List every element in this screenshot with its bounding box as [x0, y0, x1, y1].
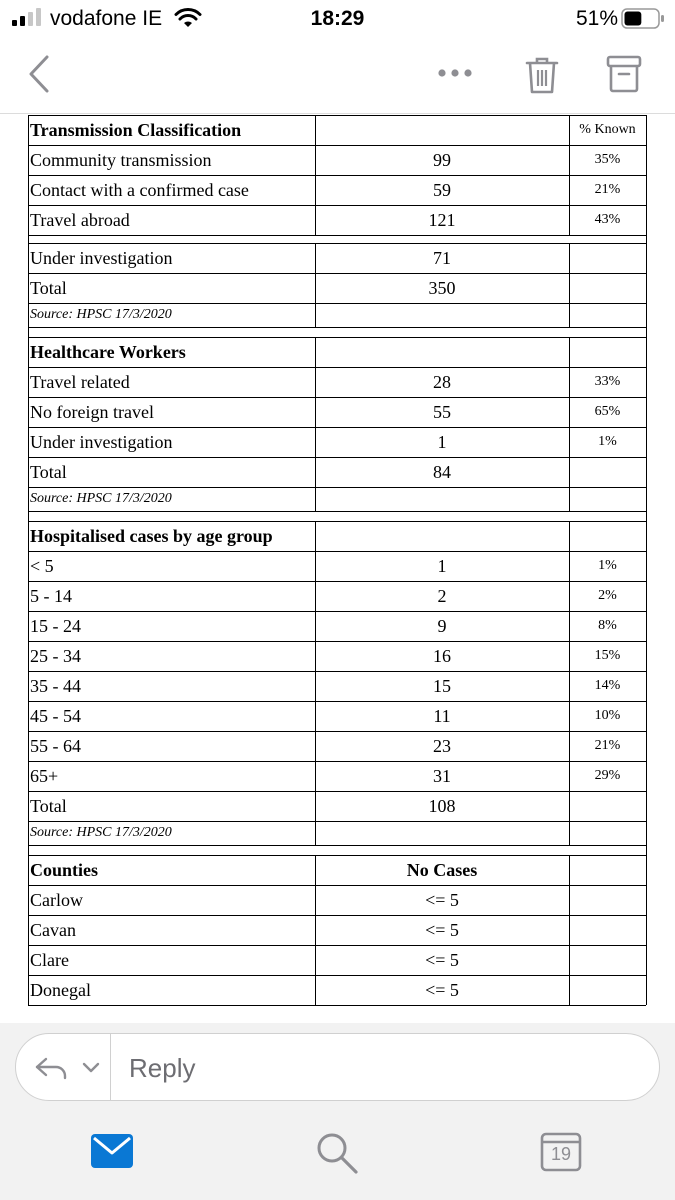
row-percent [569, 521, 646, 551]
table-rule [28, 791, 646, 792]
table-column-rule [569, 205, 570, 235]
source-note [28, 821, 646, 845]
table-column-rule [569, 427, 570, 457]
row-label: 35 - 44 [30, 676, 81, 696]
row-percent: 15% [594, 648, 621, 663]
table-column-rule [28, 303, 29, 327]
row-percent: 10% [594, 708, 621, 723]
table-rule [28, 457, 646, 458]
table-column-rule [569, 581, 570, 611]
section-header-hospitalised [28, 521, 646, 551]
table-column-rule [646, 327, 647, 337]
table-column-rule [646, 243, 647, 273]
row-value: 16 [433, 646, 451, 666]
row-value: 55 [433, 402, 451, 422]
battery-icon [621, 8, 665, 29]
table-column-rule [28, 581, 29, 611]
table-column-rule [646, 945, 647, 975]
table-column-rule [28, 521, 29, 551]
table-column-rule [646, 337, 647, 367]
row-label: Travel abroad [30, 210, 130, 230]
table-column-rule [28, 427, 29, 457]
table-column-rule [646, 273, 647, 303]
table-column-rule [315, 303, 316, 327]
table-column-rule [569, 791, 570, 821]
row-percent: 14% [594, 678, 621, 693]
table-column-rule [646, 731, 647, 761]
row-value: 59 [433, 180, 451, 200]
table-column-rule [569, 487, 570, 511]
table-column-rule [28, 671, 29, 701]
table-column-rule [646, 855, 647, 885]
chevron-down-icon[interactable] [82, 1062, 100, 1074]
table-row [28, 427, 646, 457]
row-percent [569, 945, 646, 975]
reply-divider [110, 1034, 111, 1100]
table-column-rule [315, 671, 316, 701]
table-rule [28, 427, 646, 428]
table-column-rule [646, 511, 647, 521]
row-value: 2 [437, 586, 447, 606]
table-rule [28, 551, 646, 552]
row-percent [569, 487, 646, 517]
row-label: Source: HPSC 17/3/2020 [30, 307, 172, 322]
table-row [28, 641, 646, 671]
table-column-rule [28, 731, 29, 761]
table-rule [28, 235, 646, 236]
section-header-counties [28, 855, 646, 885]
row-percent [569, 975, 646, 1005]
table-column-rule [646, 235, 647, 243]
trash-icon[interactable] [524, 55, 560, 95]
row-value [315, 115, 569, 145]
table-column-rule [569, 701, 570, 731]
row-percent [569, 273, 646, 303]
table-rule [28, 975, 646, 976]
row-value [315, 521, 569, 551]
table-rule [28, 731, 646, 732]
table-rule [28, 521, 646, 522]
row-value: <= 5 [425, 920, 459, 940]
table-column-rule [569, 145, 570, 175]
table-column-rule [315, 885, 316, 915]
table-column-rule [28, 273, 29, 303]
row-value [315, 337, 569, 367]
row-label: < 5 [30, 556, 54, 576]
table-rule [28, 581, 646, 582]
archive-icon[interactable] [606, 55, 642, 93]
source-note [28, 487, 646, 511]
table-row [28, 791, 646, 821]
table-rule [28, 821, 646, 822]
row-percent: 21% [594, 182, 621, 197]
table-column-rule [646, 885, 647, 915]
table-column-rule [646, 397, 647, 427]
table-column-rule [315, 641, 316, 671]
table-rule [28, 175, 646, 176]
row-percent [569, 243, 646, 273]
email-toolbar [0, 40, 675, 114]
row-label: 45 - 54 [30, 706, 81, 726]
table-column-rule [315, 731, 316, 761]
table-rule [28, 845, 646, 846]
row-percent [569, 337, 646, 367]
table-row [28, 885, 646, 915]
table-column-rule [28, 511, 29, 521]
battery-percent: 51% [576, 7, 619, 30]
row-value: 15 [433, 676, 451, 696]
table-column-rule [315, 855, 316, 885]
table-column-rule [28, 397, 29, 427]
table-row [28, 273, 646, 303]
table-row [28, 205, 646, 235]
table-rule [28, 243, 646, 244]
search-icon[interactable] [315, 1131, 359, 1175]
table-column-rule [646, 791, 647, 821]
row-percent: 35% [594, 152, 621, 167]
table-column-rule [28, 457, 29, 487]
table-column-rule [315, 337, 316, 367]
row-label: No foreign travel [30, 402, 154, 422]
ellipsis-icon[interactable] [437, 68, 473, 78]
table-column-rule [315, 761, 316, 791]
table-column-rule [569, 731, 570, 761]
table-rule [28, 487, 646, 488]
table-column-rule [28, 145, 29, 175]
table-column-rule [315, 457, 316, 487]
table-column-rule [569, 337, 570, 367]
row-percent [569, 457, 646, 487]
table-column-rule [569, 273, 570, 303]
row-value [315, 487, 569, 517]
table-rule [28, 115, 646, 116]
table-column-rule [28, 551, 29, 581]
table-column-rule [646, 581, 647, 611]
table-column-rule [315, 175, 316, 205]
row-percent: 1% [598, 434, 617, 449]
table-column-rule [28, 845, 29, 855]
row-percent: 43% [594, 212, 621, 227]
table-row [28, 145, 646, 175]
table-column-rule [315, 521, 316, 551]
table-column-rule [646, 427, 647, 457]
row-value [315, 303, 569, 333]
table-row [28, 731, 646, 761]
table-column-rule [569, 611, 570, 641]
table-column-rule [28, 175, 29, 205]
reply-label[interactable]: Reply [129, 1053, 196, 1083]
table-column-rule [28, 855, 29, 885]
table-column-rule [646, 761, 647, 791]
table-column-rule [646, 551, 647, 581]
table-rule [28, 915, 646, 916]
table-rule [28, 205, 646, 206]
table-column-rule [315, 205, 316, 235]
row-percent: 33% [594, 374, 621, 389]
row-percent: 1% [598, 558, 617, 573]
table-rule [28, 327, 646, 328]
row-percent [569, 821, 646, 851]
table-column-rule [646, 641, 647, 671]
calendar-day-number: 19 [550, 1144, 572, 1164]
table-column-rule [315, 145, 316, 175]
table-column-rule [28, 701, 29, 731]
row-label: Transmission Classification [30, 120, 242, 140]
status-bar [0, 0, 675, 40]
row-percent: % Known [579, 122, 636, 137]
table-rule [28, 671, 646, 672]
chevron-left-icon[interactable] [26, 54, 52, 94]
table-column-rule [315, 115, 316, 145]
row-label: Cavan [30, 920, 76, 940]
row-percent [569, 915, 646, 945]
table-column-rule [28, 487, 29, 511]
table-row [28, 581, 646, 611]
table-rule [28, 273, 646, 274]
table-column-rule [28, 945, 29, 975]
carrier-name: vodafone IE [50, 7, 163, 30]
table-column-rule [569, 175, 570, 205]
row-label: 55 - 64 [30, 736, 81, 756]
table-rule [28, 761, 646, 762]
row-label: Travel related [30, 372, 130, 392]
table-column-rule [646, 115, 647, 145]
table-column-rule [315, 427, 316, 457]
table-rule [28, 701, 646, 702]
table-column-rule [569, 457, 570, 487]
table-column-rule [569, 115, 570, 145]
table-column-rule [315, 487, 316, 511]
table-row [28, 243, 646, 273]
row-percent [569, 791, 646, 821]
row-value: 1 [437, 556, 447, 576]
table-column-rule [569, 397, 570, 427]
row-value: <= 5 [425, 890, 459, 910]
email-body-document [0, 115, 675, 1023]
table-column-rule [646, 821, 647, 845]
row-percent: 29% [594, 768, 621, 783]
table-column-rule [28, 885, 29, 915]
row-label: Total [30, 796, 67, 816]
table-row [28, 175, 646, 205]
table-column-rule [646, 521, 647, 551]
clock-time: 18:29 [310, 7, 365, 30]
row-label: Total [30, 278, 67, 298]
table-rule [28, 641, 646, 642]
table-rule [28, 303, 646, 304]
table-rule [28, 397, 646, 398]
row-value: 71 [433, 248, 451, 268]
table-column-rule [569, 855, 570, 885]
table-column-rule [315, 397, 316, 427]
reply-bar[interactable] [15, 1033, 660, 1101]
table-column-rule [315, 581, 316, 611]
table-column-rule [569, 641, 570, 671]
table-column-rule [569, 367, 570, 397]
reply-area [0, 1023, 675, 1113]
table-column-rule [315, 975, 316, 1005]
row-value: 1 [437, 432, 447, 452]
table-column-rule [569, 915, 570, 945]
table-rule [28, 885, 646, 886]
row-percent [569, 885, 646, 915]
table-column-rule [28, 235, 29, 243]
table-column-rule [28, 367, 29, 397]
table-rule [28, 945, 646, 946]
table-row [28, 551, 646, 581]
table-rule [28, 511, 646, 512]
table-column-rule [646, 611, 647, 641]
table-column-rule [28, 115, 29, 145]
table-column-rule [569, 551, 570, 581]
table-column-rule [569, 885, 570, 915]
row-value: 99 [433, 150, 451, 170]
table-column-rule [28, 821, 29, 845]
row-percent: 2% [598, 588, 617, 603]
table-column-rule [315, 821, 316, 845]
table-column-rule [315, 551, 316, 581]
row-label: 5 - 14 [30, 586, 72, 606]
row-label: Under investigation [30, 248, 173, 268]
table-column-rule [28, 915, 29, 945]
table-column-rule [646, 487, 647, 511]
row-value: 84 [433, 462, 451, 482]
table-column-rule [646, 303, 647, 327]
table-row [28, 367, 646, 397]
table-column-rule [315, 273, 316, 303]
row-label: Clare [30, 950, 69, 970]
table-column-rule [646, 975, 647, 1005]
table-column-rule [315, 367, 316, 397]
row-value: 28 [433, 372, 451, 392]
table-rule [28, 611, 646, 612]
table-column-rule [28, 975, 29, 1005]
row-percent [569, 303, 646, 333]
section-header-healthcare [28, 337, 646, 367]
row-label: Counties [30, 860, 99, 880]
table-column-rule [646, 457, 647, 487]
row-value: 108 [428, 796, 456, 816]
row-label: Carlow [30, 890, 83, 910]
covid-stats-table [28, 115, 646, 1000]
table-column-rule [315, 945, 316, 975]
table-rule [28, 337, 646, 338]
source-note [28, 303, 646, 327]
table-column-rule [315, 791, 316, 821]
row-label: 25 - 34 [30, 646, 81, 666]
row-percent: 21% [594, 738, 621, 753]
row-label: Contact with a confirmed case [30, 180, 249, 200]
calendar-icon[interactable] [540, 1130, 582, 1172]
table-row [28, 457, 646, 487]
row-label: 65+ [30, 766, 59, 786]
table-column-rule [646, 915, 647, 945]
table-row [28, 701, 646, 731]
row-label: Community transmission [30, 150, 212, 170]
table-column-rule [28, 243, 29, 273]
bottom-tab-bar [0, 1113, 675, 1200]
table-rule [28, 1005, 646, 1006]
table-row [28, 761, 646, 791]
row-value: <= 5 [425, 980, 459, 1000]
table-column-rule [28, 205, 29, 235]
table-row [28, 945, 646, 975]
row-label: 15 - 24 [30, 616, 81, 636]
row-percent [569, 855, 646, 885]
table-column-rule [315, 243, 316, 273]
row-value: <= 5 [425, 950, 459, 970]
table-rule [28, 855, 646, 856]
row-label: Donegal [30, 980, 91, 1000]
row-label: Source: HPSC 17/3/2020 [30, 825, 172, 840]
row-value: 121 [428, 210, 456, 230]
row-value: No Cases [406, 860, 478, 880]
table-column-rule [315, 701, 316, 731]
table-row [28, 915, 646, 945]
table-column-rule [28, 791, 29, 821]
table-column-rule [569, 303, 570, 327]
table-column-rule [646, 671, 647, 701]
table-column-rule [28, 327, 29, 337]
row-value: 350 [428, 278, 456, 298]
table-column-rule [646, 205, 647, 235]
row-label: Healthcare Workers [30, 342, 186, 362]
table-column-rule [569, 945, 570, 975]
table-column-rule [646, 845, 647, 855]
table-column-rule [569, 761, 570, 791]
mail-icon[interactable] [91, 1134, 133, 1168]
row-value [315, 821, 569, 851]
table-column-rule [569, 821, 570, 845]
table-column-rule [569, 243, 570, 273]
table-column-rule [646, 367, 647, 397]
table-column-rule [569, 975, 570, 1005]
table-column-rule [28, 337, 29, 367]
row-value: 11 [433, 706, 451, 726]
table-column-rule [646, 701, 647, 731]
table-column-rule [315, 611, 316, 641]
table-row [28, 975, 646, 1005]
row-label: Hospitalised cases by age group [30, 526, 273, 546]
table-column-rule [569, 521, 570, 551]
row-label: Total [30, 462, 67, 482]
row-label: Source: HPSC 17/3/2020 [30, 491, 172, 506]
table-column-rule [28, 611, 29, 641]
table-rule [28, 145, 646, 146]
row-percent: 65% [594, 404, 621, 419]
table-column-rule [28, 761, 29, 791]
table-column-rule [569, 671, 570, 701]
row-percent: 8% [598, 618, 617, 633]
table-column-rule [28, 641, 29, 671]
table-column-rule [315, 915, 316, 945]
table-row [28, 397, 646, 427]
table-row [28, 671, 646, 701]
row-value: 23 [433, 736, 451, 756]
row-label: Under investigation [30, 432, 173, 452]
row-value: 9 [437, 616, 447, 636]
table-row [28, 611, 646, 641]
table-column-rule [646, 145, 647, 175]
row-value: 31 [433, 766, 451, 786]
table-column-rule [646, 175, 647, 205]
section-header-transmission [28, 115, 646, 145]
table-rule [28, 367, 646, 368]
reply-arrow-icon[interactable] [34, 1056, 68, 1080]
